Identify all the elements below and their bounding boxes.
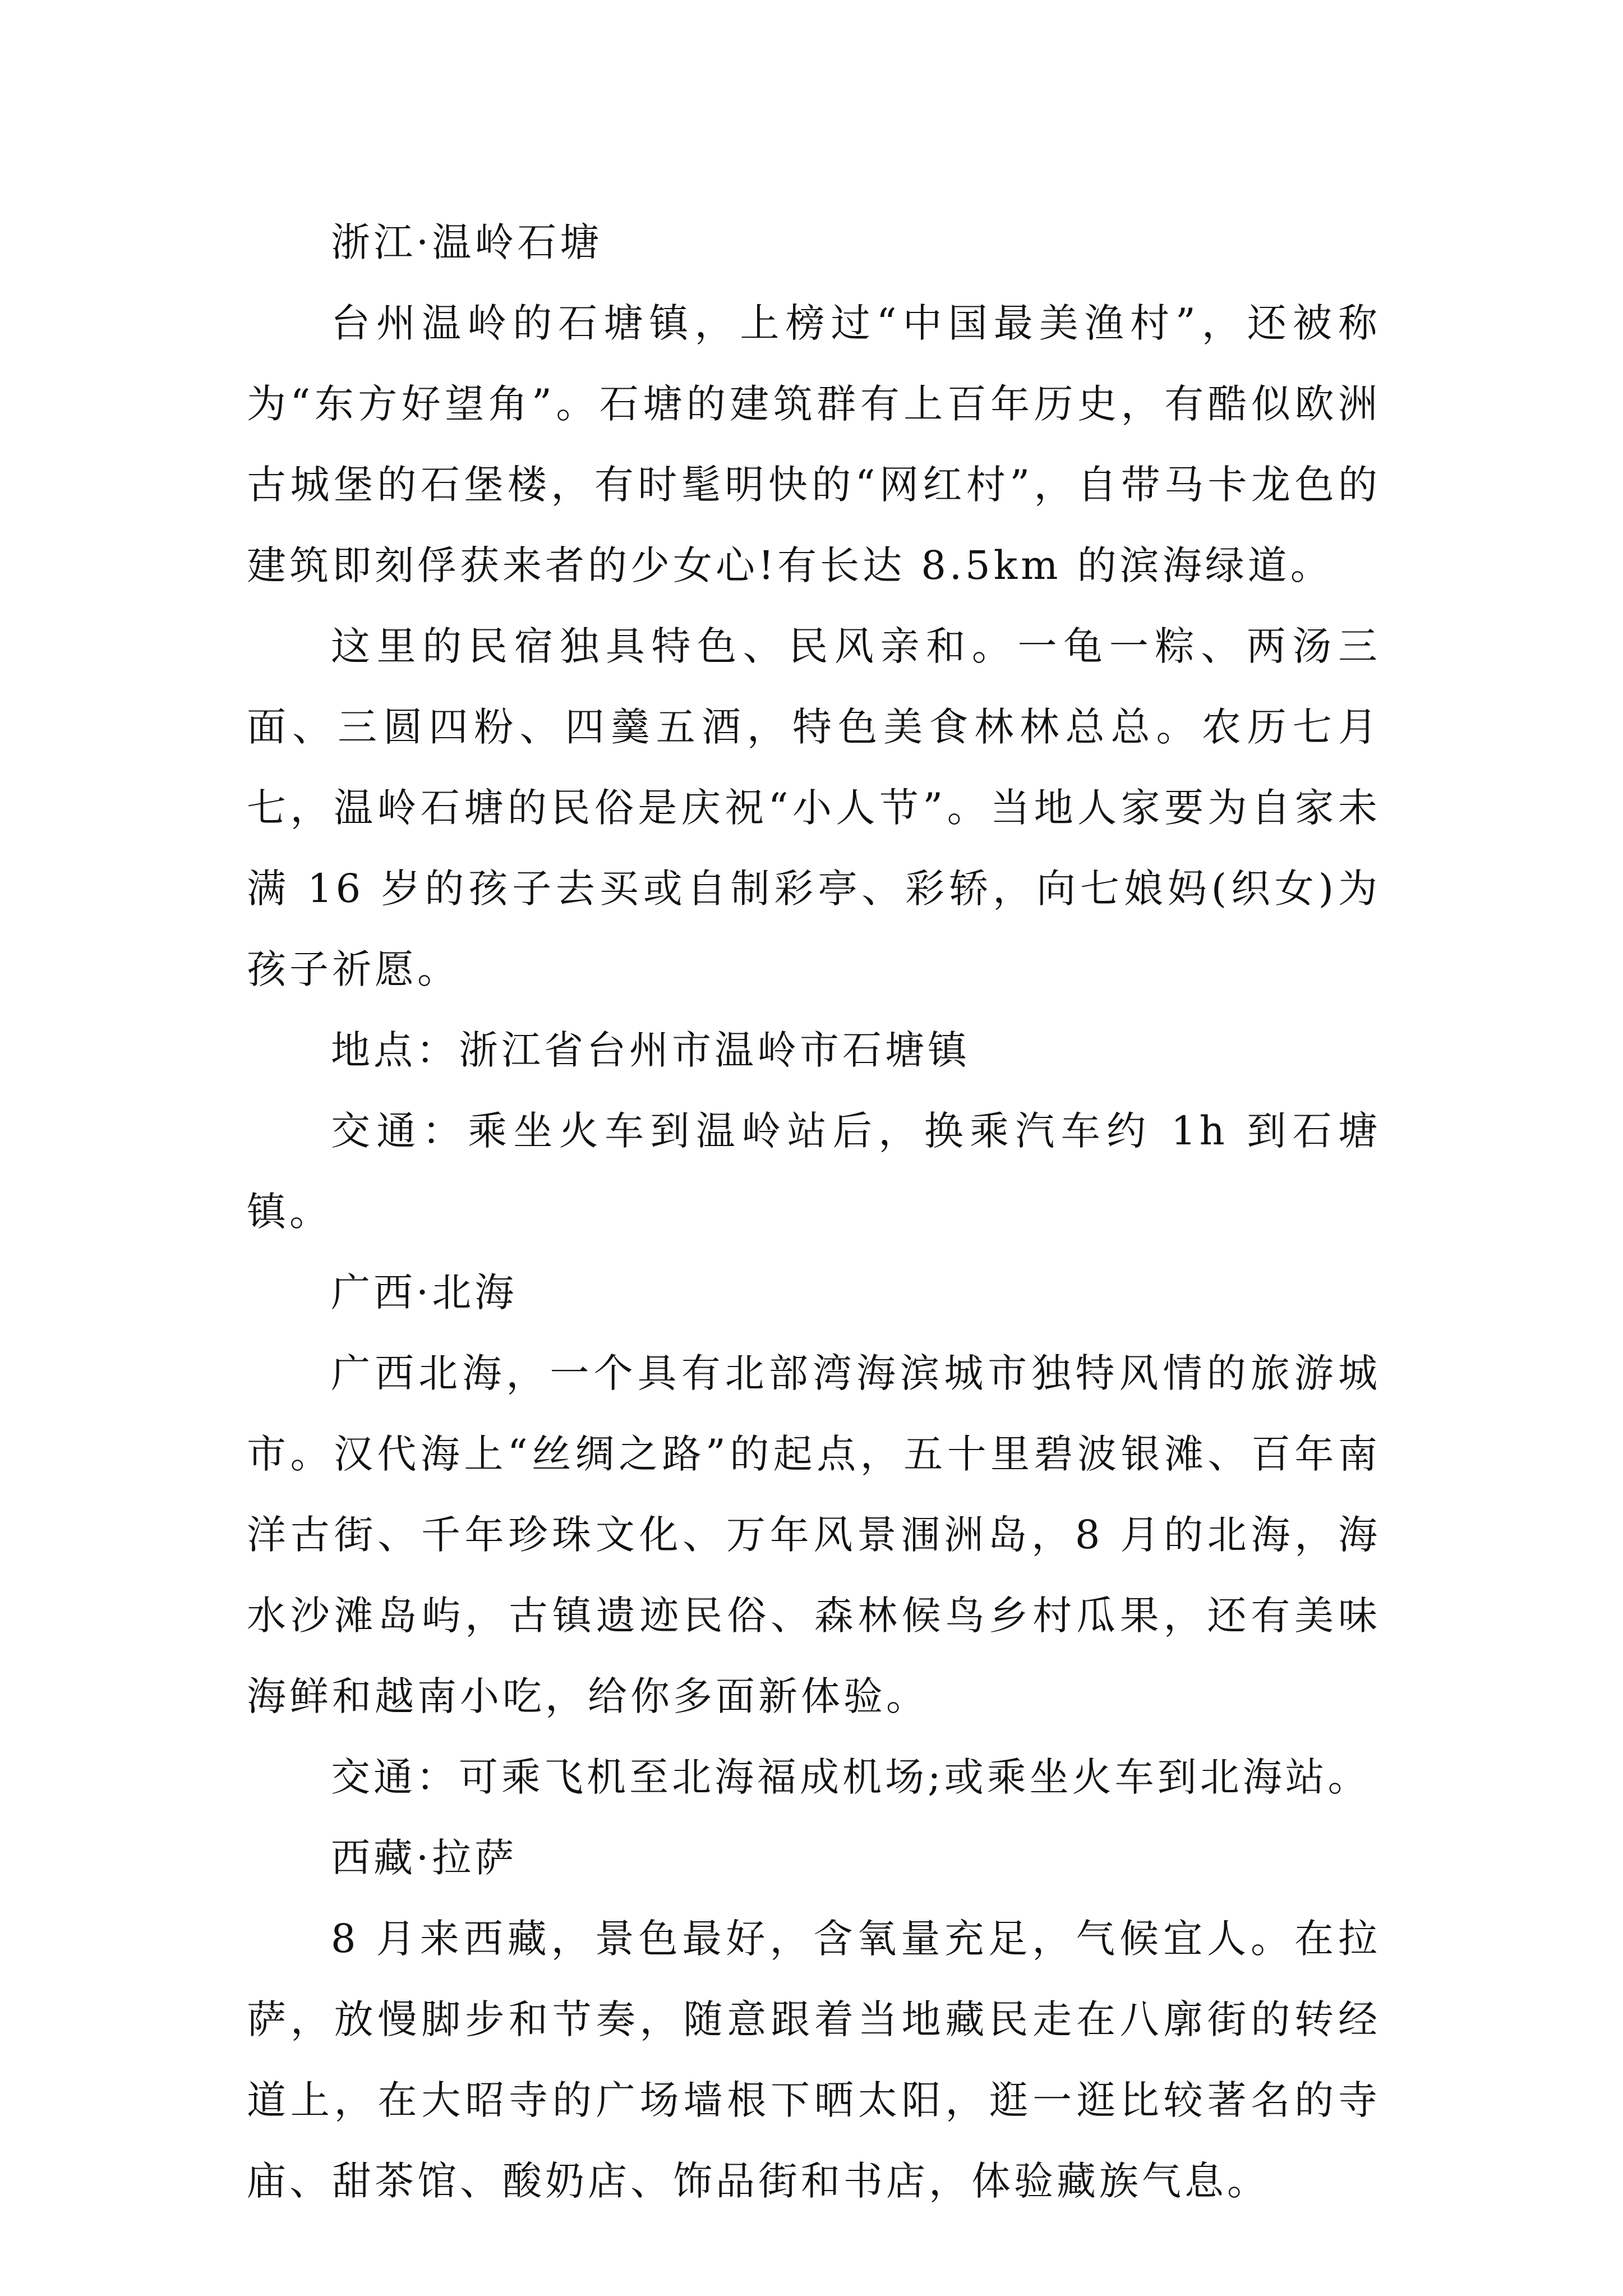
paragraph-shitang-intro: 台州温岭的石塘镇，上榜过“中国最美渔村”，还被称为“东方好望角”。石塘的建筑群有上百年历史，有酷似欧洲古城堡的石堡楼，有时髦明快的“网红村”，自带马卡龙色的建筑即刻俘获来者的少女心!有长达 8.5km 的滨海绿道。 <box>247 300 1381 588</box>
paragraph-shitang-transport: 交通：乘坐火车到温岭站后，换乘汽车约 1h 到石塘镇。 <box>247 1108 1381 1235</box>
section-heading-beihai: 广西·北海 <box>331 1269 518 1315</box>
section-heading-shitang: 浙江·温岭石塘 <box>331 219 603 265</box>
paragraph-lhasa-intro: 8 月来西藏，景色最好，含氧量充足，气候宜人。在拉萨，放慢脚步和节奏，随意跟着当地藏民走在八廓街的转经道上，在大昭寺的广场墙根下晒太阳，逛一逛比较著名的寺庙、甜茶馆、酸奶店、饰品街和书店，体验藏族气息。 <box>247 1916 1381 2204</box>
paragraph-shitang-customs: 这里的民宿独具特色、民风亲和。一龟一粽、两汤三面、三圆四粉、四羹五酒，特色美食林林总总。农历七月七，温岭石塘的民俗是庆祝“小人节”。当地人家要为自家未满 16 岁的孩子去买或自制彩亭、彩轿，向七娘妈(织女)为孩子祈愿。 <box>247 623 1381 992</box>
paragraph-beihai-transport: 交通：可乘飞机至北海福成机场;或乘坐火车到北海站。 <box>331 1754 1371 1800</box>
section-heading-lhasa: 西藏·拉萨 <box>331 1835 518 1881</box>
document-body <box>247 202 1381 2221</box>
paragraph-shitang-location: 地点：浙江省台州市温岭市石塘镇 <box>331 1027 970 1073</box>
paragraph-beihai-intro: 广西北海，一个具有北部湾海滨城市独特风情的旅游城市。汉代海上“丝绸之路”的起点，五十里碧波银滩、百年南洋古街、千年珍珠文化、万年风景涠洲岛，8 月的北海，海水沙滩岛屿，古镇遗迹民俗、森林候鸟乡村瓜果，还有美味海鲜和越南小吃，给你多面新体验。 <box>247 1350 1381 1719</box>
